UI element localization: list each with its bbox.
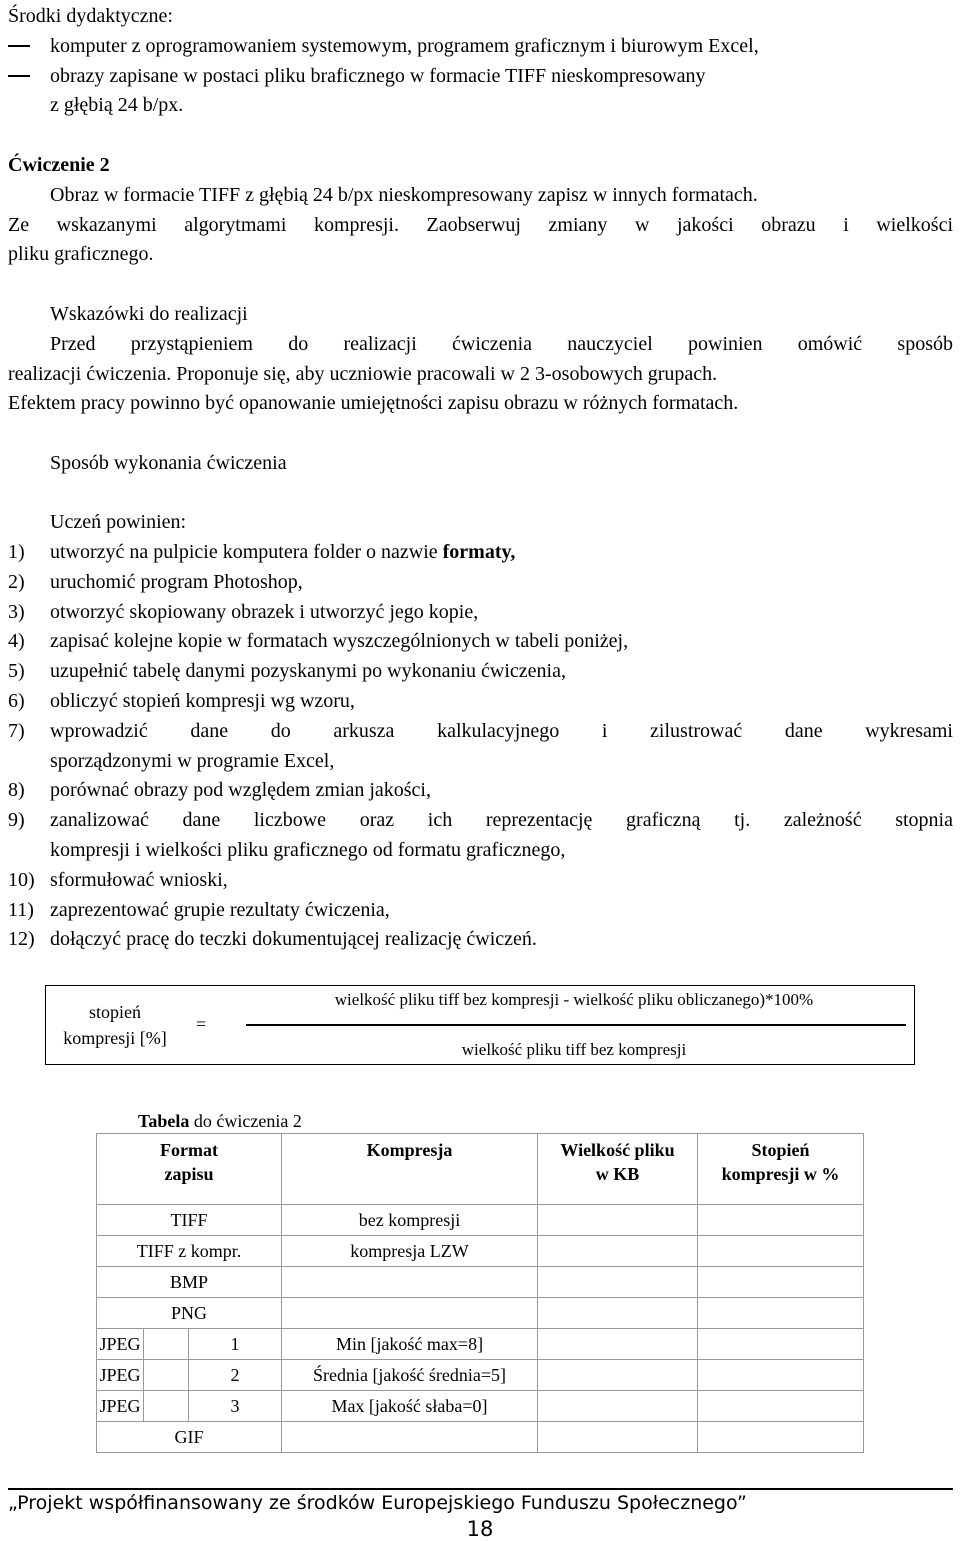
cell-format: PNG — [97, 1298, 282, 1329]
formula-numerator: wielkość pliku tiff bez kompresji - wielkość pliku obliczanego)*100% — [334, 990, 814, 1009]
cell-size — [538, 1329, 698, 1360]
cell-format: TIFF — [97, 1205, 282, 1236]
method-title: Sposób wykonania ćwiczenia — [50, 452, 287, 474]
step-number: 4) — [8, 630, 25, 653]
step-number: 9) — [8, 809, 25, 832]
formula-equals: = — [196, 1014, 207, 1034]
exercise-line: Ze wskazanymi algorytmami kompresji. Zaobserwuj zmiany w jakości obrazu i wielkości — [8, 214, 953, 236]
cell-ratio — [698, 1391, 864, 1422]
formula-label-line2: kompresji [%] — [63, 1028, 167, 1048]
cell-compression: Max [jakość słaba=0] — [282, 1391, 538, 1422]
step-text: dołączyć pracę do teczki dokumentującej realizację ćwiczeń. — [50, 928, 537, 951]
dash-bullet — [8, 75, 30, 77]
exercise-title: Ćwiczenie 2 — [8, 154, 110, 176]
cell-gap — [144, 1360, 189, 1391]
fraction-bar — [246, 1024, 906, 1026]
hints-line: realizacji ćwiczenia. Proponuje się, aby uczniowie pracowali w 2 3-osobowych grupach. — [8, 363, 718, 385]
cell-compression: Min [jakość max=8] — [282, 1329, 538, 1360]
table-row — [97, 1298, 864, 1329]
dash-bullet — [8, 45, 30, 47]
step-number: 3) — [8, 600, 25, 623]
step-number: 8) — [8, 779, 25, 802]
step-text: utworzyć na pulpicie komputera folder o nazwie formaty, — [50, 541, 516, 563]
step-text: otworzyć skopiowany obrazek i utworzyć jego kopie, — [50, 600, 479, 623]
compression-formula — [45, 985, 915, 1065]
table-caption-bold: Tabela — [138, 1111, 190, 1131]
step-number: 10) — [8, 868, 35, 891]
formula-denominator: wielkość pliku tiff bez kompresji — [461, 1040, 687, 1059]
hints-title: Wskazówki do realizacji — [50, 303, 248, 325]
cell-ratio — [698, 1236, 864, 1267]
footer-text: „Projekt współfinansowany ze środków Europejskiego Funduszu Społecznego” — [8, 1492, 747, 1514]
hints-line: Efektem pracy powinno być opanowanie umiejętności zapisu obrazu w różnych formatach. — [8, 392, 739, 414]
step-number: 7) — [8, 719, 25, 742]
cell-compression — [282, 1267, 538, 1298]
step-bold-text: formaty, — [442, 541, 516, 563]
cell-gap — [144, 1329, 189, 1360]
header-size: Wielkość pliku w KB — [538, 1134, 698, 1205]
cell-ratio — [698, 1422, 864, 1453]
step-number: 2) — [8, 570, 25, 593]
table-row — [97, 1236, 864, 1267]
cell-size — [538, 1236, 698, 1267]
step-number: 12) — [8, 928, 35, 951]
footer-rule — [8, 1488, 953, 1490]
exercise-line: Obraz w formacie TIFF z głębią 24 b/px nieskompresowany zapisz w innych formatach. — [50, 184, 758, 206]
cell-compression: kompresja LZW — [282, 1236, 538, 1267]
cell-compression: bez kompresji — [282, 1205, 538, 1236]
header-compression: Kompresja — [282, 1134, 538, 1205]
step-text: zapisać kolejne kopie w formatach wyszczególnionych w tabeli poniżej, — [50, 630, 629, 653]
materials-item-cont: z głębią 24 b/px. — [50, 94, 184, 116]
cell-format: JPEG — [97, 1391, 144, 1422]
step-text: sformułować wnioski, — [50, 868, 228, 891]
cell-compression: Średnia [jakość średnia=5] — [282, 1360, 538, 1391]
cell-level: 3 — [189, 1391, 282, 1422]
header-format: Format zapisu — [97, 1134, 282, 1205]
step-text-cont: sporządzonymi w programie Excel, — [50, 749, 335, 772]
table-row — [97, 1329, 864, 1360]
step-text-cont: kompresji i wielkości pliku graficznego od formatu graficznego, — [50, 839, 566, 861]
cell-size — [538, 1205, 698, 1236]
cell-size — [538, 1267, 698, 1298]
table-row — [97, 1205, 864, 1236]
step-number: 5) — [8, 660, 25, 683]
step-text: zanalizować dane liczbowe oraz ich reprezentację graficzną tj. zależność stopnia — [50, 809, 953, 832]
cell-ratio — [698, 1298, 864, 1329]
table-caption — [138, 1110, 302, 1132]
step-number: 11) — [8, 898, 34, 921]
step-text: zaprezentować grupie rezultaty ćwiczenia, — [50, 898, 390, 921]
exercise-table — [96, 1133, 864, 1453]
step-text: uruchomić program Photoshop, — [50, 570, 303, 593]
cell-size — [538, 1391, 698, 1422]
cell-ratio — [698, 1205, 864, 1236]
table-row — [97, 1267, 864, 1298]
cell-format: TIFF z kompr. — [97, 1236, 282, 1267]
cell-ratio — [698, 1267, 864, 1298]
cell-size — [538, 1422, 698, 1453]
cell-ratio — [698, 1329, 864, 1360]
step-number: 1) — [8, 541, 25, 563]
cell-size — [538, 1298, 698, 1329]
header-ratio: Stopień kompresji w % — [698, 1134, 864, 1205]
step-text: obliczyć stopień kompresji wg wzoru, — [50, 690, 355, 712]
table-caption-rest: do ćwiczenia 2 — [189, 1111, 302, 1131]
cell-format: JPEG — [97, 1360, 144, 1391]
cell-ratio — [698, 1360, 864, 1391]
page-number: 18 — [466, 1517, 494, 1541]
cell-format: GIF — [97, 1422, 282, 1453]
cell-level: 1 — [189, 1329, 282, 1360]
step-number: 6) — [8, 690, 25, 712]
table-header-row — [97, 1134, 864, 1205]
cell-format: BMP — [97, 1267, 282, 1298]
step-text: wprowadzić dane do arkusza kalkulacyjnego i zilustrować dane wykresami — [50, 719, 953, 742]
table-row — [97, 1360, 864, 1391]
materials-item: komputer z oprogramowaniem systemowym, programem graficznym i biurowym Excel, — [50, 35, 759, 57]
cell-gap — [144, 1391, 189, 1422]
method-intro: Uczeń powinien: — [50, 511, 187, 533]
table-row — [97, 1391, 864, 1422]
exercise-line: pliku graficznego. — [8, 243, 154, 265]
step-text: porównać obrazy pod względem zmian jakości, — [50, 779, 431, 802]
cell-level: 2 — [189, 1360, 282, 1391]
step-text: uzupełnić tabelę danymi pozyskanymi po wykonaniu ćwiczenia, — [50, 660, 566, 683]
cell-size — [538, 1360, 698, 1391]
cell-compression — [282, 1422, 538, 1453]
materials-item: obrazy zapisane w postaci pliku braficznego w formacie TIFF nieskompresowany — [50, 65, 706, 87]
table-row — [97, 1422, 864, 1453]
formula-label-line1: stopień — [89, 1002, 141, 1022]
materials-heading: Środki dydaktyczne: — [8, 5, 173, 27]
cell-compression — [282, 1298, 538, 1329]
cell-format: JPEG — [97, 1329, 144, 1360]
hints-line: Przed przystąpieniem do realizacji ćwiczenia nauczyciel powinien omówić sposób — [50, 333, 953, 355]
